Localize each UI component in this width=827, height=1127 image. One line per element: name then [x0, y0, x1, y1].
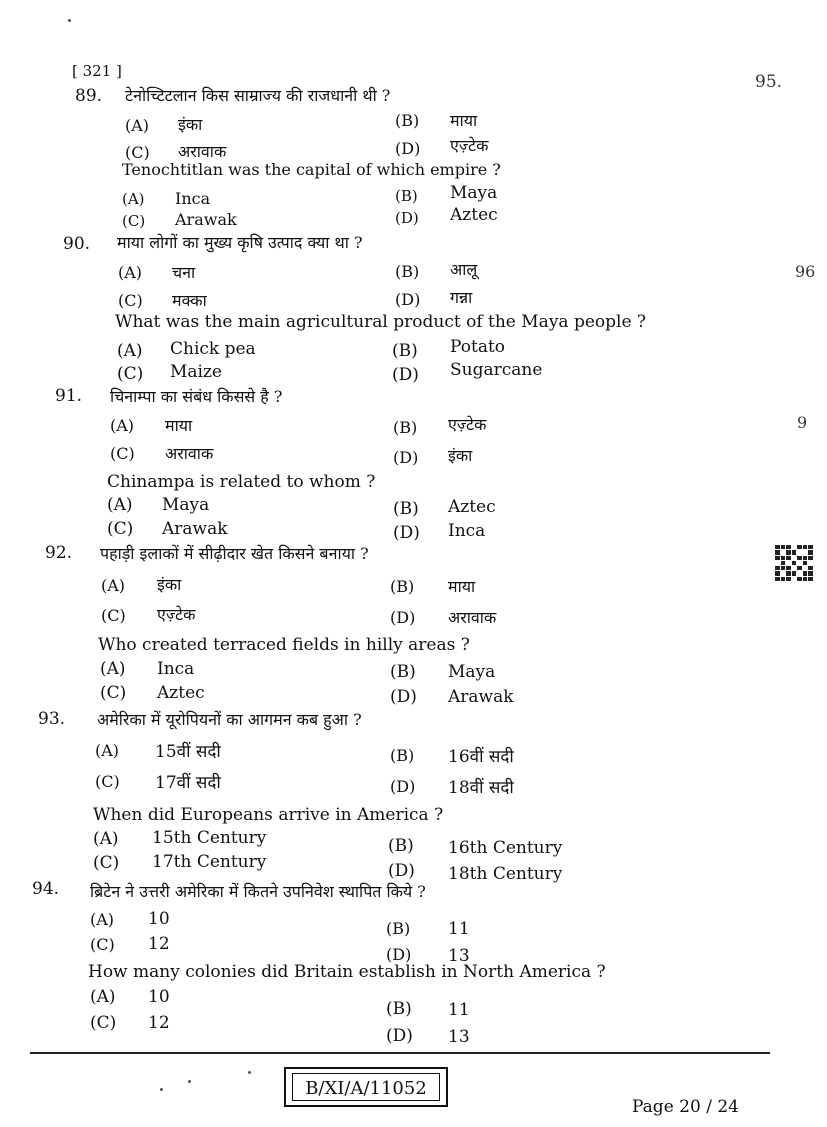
option-label: (B)	[386, 919, 411, 938]
option-text: इंका	[157, 575, 182, 594]
option-text: माया	[165, 416, 193, 435]
option-text: 16वीं सदी	[448, 747, 514, 767]
option-label: (A)	[93, 829, 119, 849]
option-label: (B)	[386, 999, 412, 1019]
option-text: इंका	[448, 446, 473, 465]
option-label: (D)	[390, 777, 416, 796]
option-text: इंका	[178, 115, 203, 134]
option-label: (D)	[395, 139, 421, 158]
question-text-hindi: पहाड़ी इलाकों में सीढ़ीदार खेत किसने बनाया ?	[100, 544, 369, 563]
option-label: (A)	[95, 741, 120, 760]
option-text: 15th Century	[152, 828, 267, 848]
option-label: (B)	[395, 187, 418, 205]
option-text: एज़्टेक	[448, 415, 487, 434]
option-text: अरावाक	[165, 444, 214, 463]
option-label: (C)	[93, 853, 120, 873]
question-number: 91.	[55, 386, 83, 406]
question-text-english: What was the main agricultural product of the Maya people ?	[115, 312, 647, 332]
option-label: (D)	[386, 945, 412, 964]
option-label: (B)	[390, 662, 416, 682]
question-text-english: When did Europeans arrive in America ?	[93, 805, 444, 825]
option-text: चना	[172, 263, 196, 282]
option-label: (D)	[393, 523, 420, 543]
option-text: 18th Century	[448, 864, 563, 884]
option-text: Maya	[448, 662, 496, 682]
option-label: (B)	[390, 746, 415, 765]
option-text: Chick pea	[170, 339, 256, 359]
option-label: (B)	[393, 418, 418, 437]
option-label: (B)	[393, 499, 419, 519]
option-text: Inca	[448, 521, 486, 541]
question-text-hindi: माया लोगों का मुख्य कृषि उत्पाद क्या था ?	[117, 233, 363, 252]
option-text: Inca	[157, 659, 195, 679]
question-text-english: How many colonies did Britain establish in North America ?	[88, 962, 606, 982]
option-label: (C)	[100, 683, 127, 703]
question-text-english: Who created terraced fields in hilly areas ?	[98, 635, 470, 655]
option-text: Arawak	[162, 519, 228, 539]
option-label: (D)	[395, 290, 421, 309]
paper-code: B/XI/A/11052	[292, 1073, 440, 1101]
question-number: 89.	[75, 86, 103, 106]
page-number: Page 20 / 24	[632, 1097, 739, 1117]
option-text: Arawak	[175, 210, 237, 229]
option-text: Aztec	[157, 683, 205, 703]
page-code: [ 321 ]	[72, 62, 122, 80]
option-label: (C)	[90, 935, 115, 954]
option-label: (C)	[117, 364, 144, 384]
option-label: (D)	[386, 1026, 413, 1046]
option-text: 12	[148, 1013, 170, 1033]
option-text: Maya	[450, 183, 498, 203]
scan-speck	[248, 1071, 251, 1074]
option-label: (B)	[390, 577, 415, 596]
option-label: (A)	[101, 576, 126, 595]
question-text-english: Chinampa is related to whom ?	[107, 472, 376, 492]
option-text: एज़्टेक	[450, 136, 489, 155]
option-text: माया	[450, 111, 478, 130]
option-text: एज़्टेक	[157, 605, 196, 624]
question-number: 90.	[63, 234, 91, 254]
option-text: Aztec	[448, 497, 496, 517]
question-number: 93.	[38, 709, 66, 729]
option-text: 16th Century	[448, 838, 563, 858]
option-label: (C)	[110, 444, 135, 463]
option-label: (D)	[392, 365, 419, 385]
question-text-hindi: अमेरिका में यूरोपियनों का आगमन कब हुआ ?	[97, 710, 362, 729]
option-label: (A)	[118, 263, 143, 282]
option-text: 13	[448, 1027, 470, 1047]
option-text: 18वीं सदी	[448, 778, 514, 798]
option-text: 15वीं सदी	[155, 742, 221, 762]
scan-speck	[68, 19, 71, 22]
option-label: (A)	[122, 190, 145, 208]
option-text: 11	[448, 919, 470, 939]
paper-code-box	[284, 1067, 448, 1107]
option-label: (C)	[90, 1013, 117, 1033]
option-text: 11	[448, 1000, 470, 1020]
option-text: मक्का	[172, 291, 207, 310]
option-label: (C)	[95, 772, 120, 791]
option-text: माया	[448, 577, 476, 596]
option-text: अरावाक	[178, 142, 227, 161]
option-text: 12	[148, 934, 170, 954]
option-label: (C)	[122, 212, 146, 230]
option-label: (A)	[90, 910, 115, 929]
option-text: 10	[148, 909, 170, 929]
option-label: (D)	[388, 861, 415, 881]
side-number: 96	[795, 262, 816, 281]
option-text: Sugarcane	[450, 360, 543, 380]
qr-code-icon	[775, 545, 813, 581]
question-text-english: Tenochtitlan was the capital of which empire ?	[122, 160, 501, 179]
option-text: Arawak	[448, 687, 514, 707]
option-label: (D)	[395, 209, 419, 227]
option-text: 17th Century	[152, 852, 267, 872]
option-label: (D)	[390, 608, 416, 627]
option-text: Potato	[450, 337, 506, 357]
option-label: (C)	[101, 606, 126, 625]
option-label: (D)	[390, 687, 417, 707]
option-text: अरावाक	[448, 608, 497, 627]
option-text: 17वीं सदी	[155, 773, 221, 793]
option-label: (C)	[125, 143, 150, 162]
question-text-hindi: ब्रिटेन ने उत्तरी अमेरिका में कितने उपनिवेश स्थापित किये ?	[90, 882, 426, 901]
option-label: (B)	[388, 836, 414, 856]
option-text: Aztec	[450, 205, 498, 225]
option-text: Inca	[175, 189, 211, 208]
footer-rule	[30, 1052, 770, 1054]
option-label: (A)	[90, 987, 116, 1007]
option-label: (B)	[392, 341, 418, 361]
scan-speck	[188, 1080, 191, 1083]
option-label: (A)	[107, 495, 133, 515]
option-label: (C)	[107, 519, 134, 539]
scan-speck	[160, 1088, 163, 1091]
option-text: गन्ना	[450, 288, 473, 307]
question-number: 94.	[32, 879, 60, 899]
option-label: (B)	[395, 111, 420, 130]
question-text-hindi: चिनाम्पा का संबंध किससे है ?	[110, 387, 283, 406]
option-text: Maya	[162, 495, 210, 515]
option-label: (A)	[100, 659, 126, 679]
option-label: (B)	[395, 262, 420, 281]
option-text: Maize	[170, 362, 222, 382]
option-label: (A)	[110, 416, 135, 435]
question-text-hindi: टेनोच्टिटलान किस साम्राज्य की राजधानी थी ?	[125, 86, 391, 105]
option-text: 13	[448, 946, 470, 966]
option-label: (C)	[118, 291, 143, 310]
option-label: (D)	[393, 448, 419, 467]
side-number: 95.	[755, 72, 783, 92]
side-number: 9	[797, 413, 808, 432]
option-text: आलू	[450, 260, 478, 279]
option-label: (A)	[117, 341, 143, 361]
option-text: 10	[148, 987, 170, 1007]
question-number: 92.	[45, 543, 73, 563]
option-label: (A)	[125, 116, 150, 135]
